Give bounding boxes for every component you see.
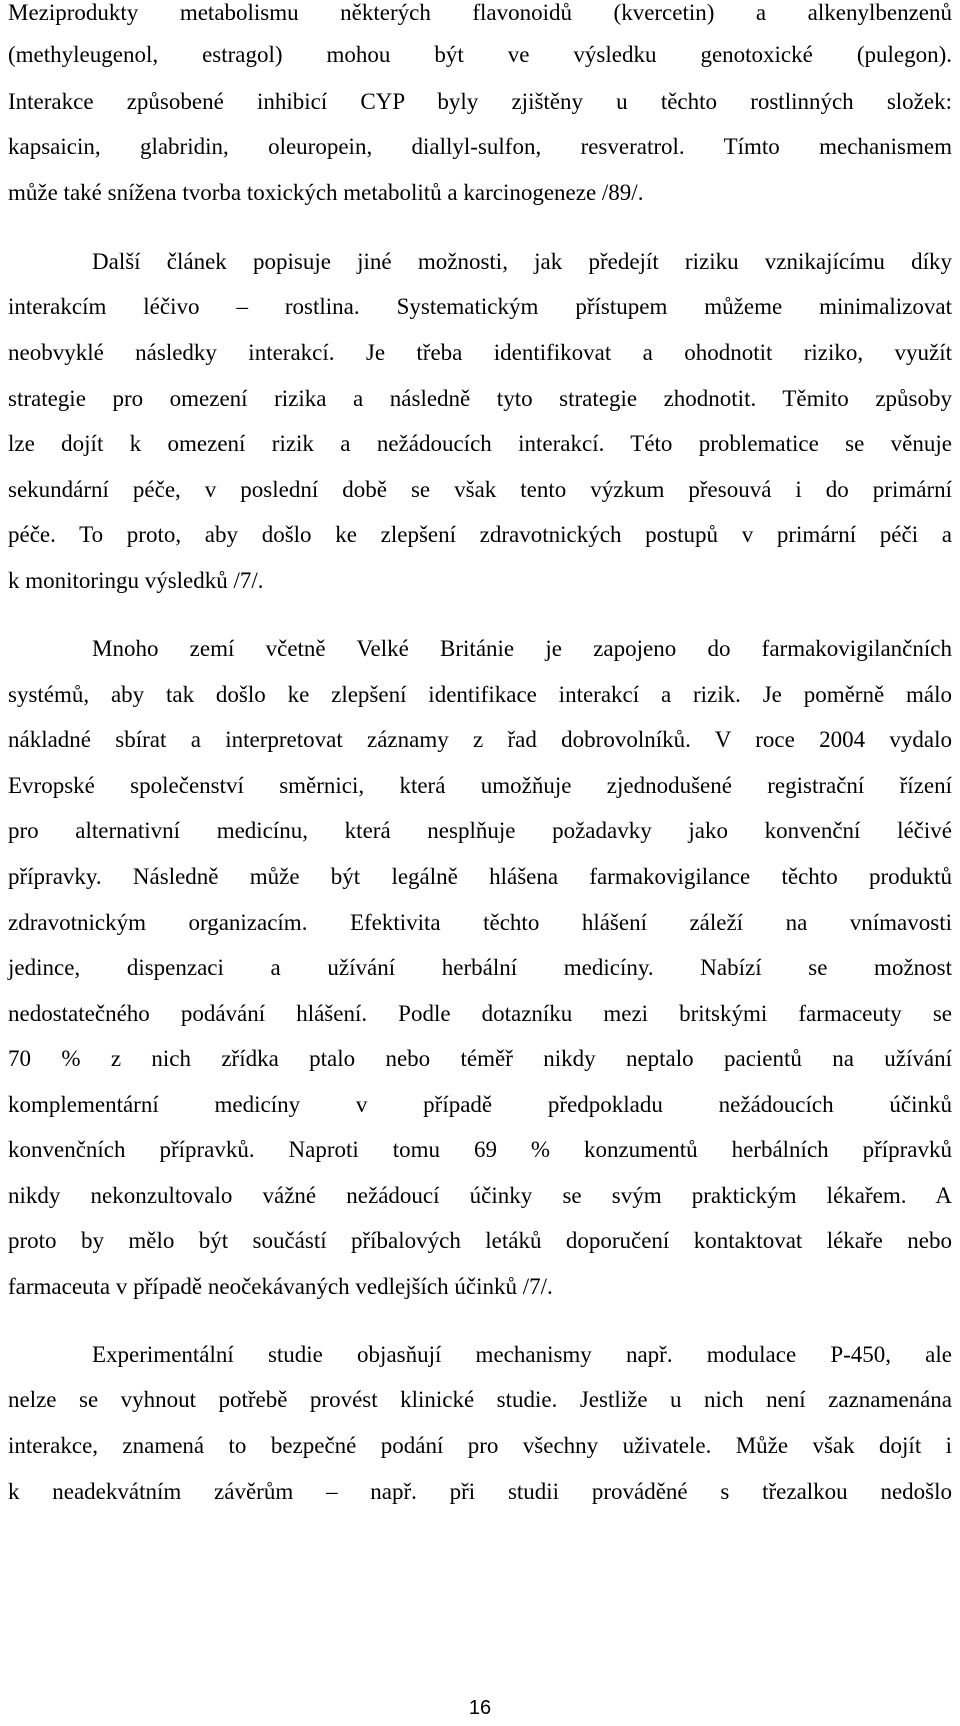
- text-line: Experimentální studie objasňují mechanismy např. modulace P-450, ale: [92, 1342, 952, 1367]
- text-line: nelze se vyhnout potřebě provést klinické studie. Jestliže u nich není zaznamenána: [8, 1387, 952, 1412]
- text-line: farmaceuta v případě neočekávaných vedlejších účinků /7/.: [8, 1274, 553, 1299]
- text-line: péče. To proto, aby došlo ke zlepšení zdravotnických postupů v primární péči a: [8, 522, 952, 547]
- text-line: konvenčních přípravků. Naproti tomu 69 % konzumentů herbálních přípravků: [8, 1137, 952, 1162]
- text-line: může také snížena tvorba toxických metabolitů a karcinogeneze /89/.: [8, 180, 644, 205]
- text-line: (methyleugenol, estragol) mohou být ve výsledku genotoxické (pulegon).: [8, 42, 952, 67]
- text-line: systémů, aby tak došlo ke zlepšení identifikace interakcí a rizik. Je poměrně málo: [8, 682, 952, 707]
- text-line: interakce, znamená to bezpečné podání pro všechny uživatele. Může však dojít i: [8, 1433, 952, 1458]
- text-line: jedince, dispenzaci a užívání herbální medicíny. Nabízí se možnost: [8, 955, 952, 980]
- text-line: nedostatečného podávání hlášení. Podle dotazníku mezi britskými farmaceuty se: [8, 1001, 952, 1026]
- text-line: proto by mělo být součástí příbalových letáků doporučení kontaktovat lékaře nebo: [8, 1228, 952, 1253]
- text-line: kapsaicin, glabridin, oleuropein, diallyl-sulfon, resveratrol. Tímto mechanismem: [8, 134, 952, 159]
- text-line: nikdy nekonzultovalo vážné nežádoucí účinky se svým praktickým lékařem. A: [8, 1183, 952, 1208]
- text-line: Evropské společenství směrnici, která umožňuje zjednodušené registrační řízení: [8, 773, 952, 798]
- text-line: zdravotnickým organizacím. Efektivita těchto hlášení záleží na vnímavosti: [8, 910, 952, 935]
- page-number: 16: [468, 1697, 492, 1719]
- text-line: komplementární medicíny v případě předpokladu nežádoucích účinků: [8, 1092, 952, 1117]
- text-line: Meziprodukty metabolismu některých flavonoidů (kvercetin) a alkenylbenzenů: [8, 0, 952, 25]
- text-line: strategie pro omezení rizika a následně tyto strategie zhodnotit. Těmito způsoby: [8, 386, 952, 411]
- text-line: k monitoringu výsledků /7/.: [8, 568, 264, 593]
- text-line: nákladné sbírat a interpretovat záznamy z řad dobrovolníků. V roce 2004 vydalo: [8, 727, 952, 752]
- text-line: pro alternativní medicínu, která nesplňuje požadavky jako konvenční léčivé: [8, 818, 952, 843]
- text-line: neobvyklé následky interakcí. Je třeba identifikovat a ohodnotit riziko, využít: [8, 340, 952, 365]
- text-line: Další článek popisuje jiné možnosti, jak předejít riziku vznikajícímu díky: [92, 249, 952, 274]
- text-line: Interakce způsobené inhibicí CYP byly zjištěny u těchto rostlinných složek:: [8, 89, 952, 114]
- text-line: přípravky. Následně může být legálně hlášena farmakovigilance těchto produktů: [8, 864, 952, 889]
- text-line: lze dojít k omezení rizik a nežádoucích interakcí. Této problematice se věnuje: [8, 431, 952, 456]
- text-line: interakcím léčivo – rostlina. Systematickým přístupem můžeme minimalizovat: [8, 294, 952, 319]
- text-line: Mnoho zemí včetně Velké Británie je zapojeno do farmakovigilančních: [92, 636, 952, 661]
- text-line: 70 % z nich zřídka ptalo nebo téměř nikdy neptalo pacientů na užívání: [8, 1046, 952, 1071]
- text-line: sekundární péče, v poslední době se však tento výzkum přesouvá i do primární: [8, 477, 952, 502]
- text-line: k neadekvátním závěrům – např. při studii prováděné s třezalkou nedošlo: [8, 1479, 952, 1504]
